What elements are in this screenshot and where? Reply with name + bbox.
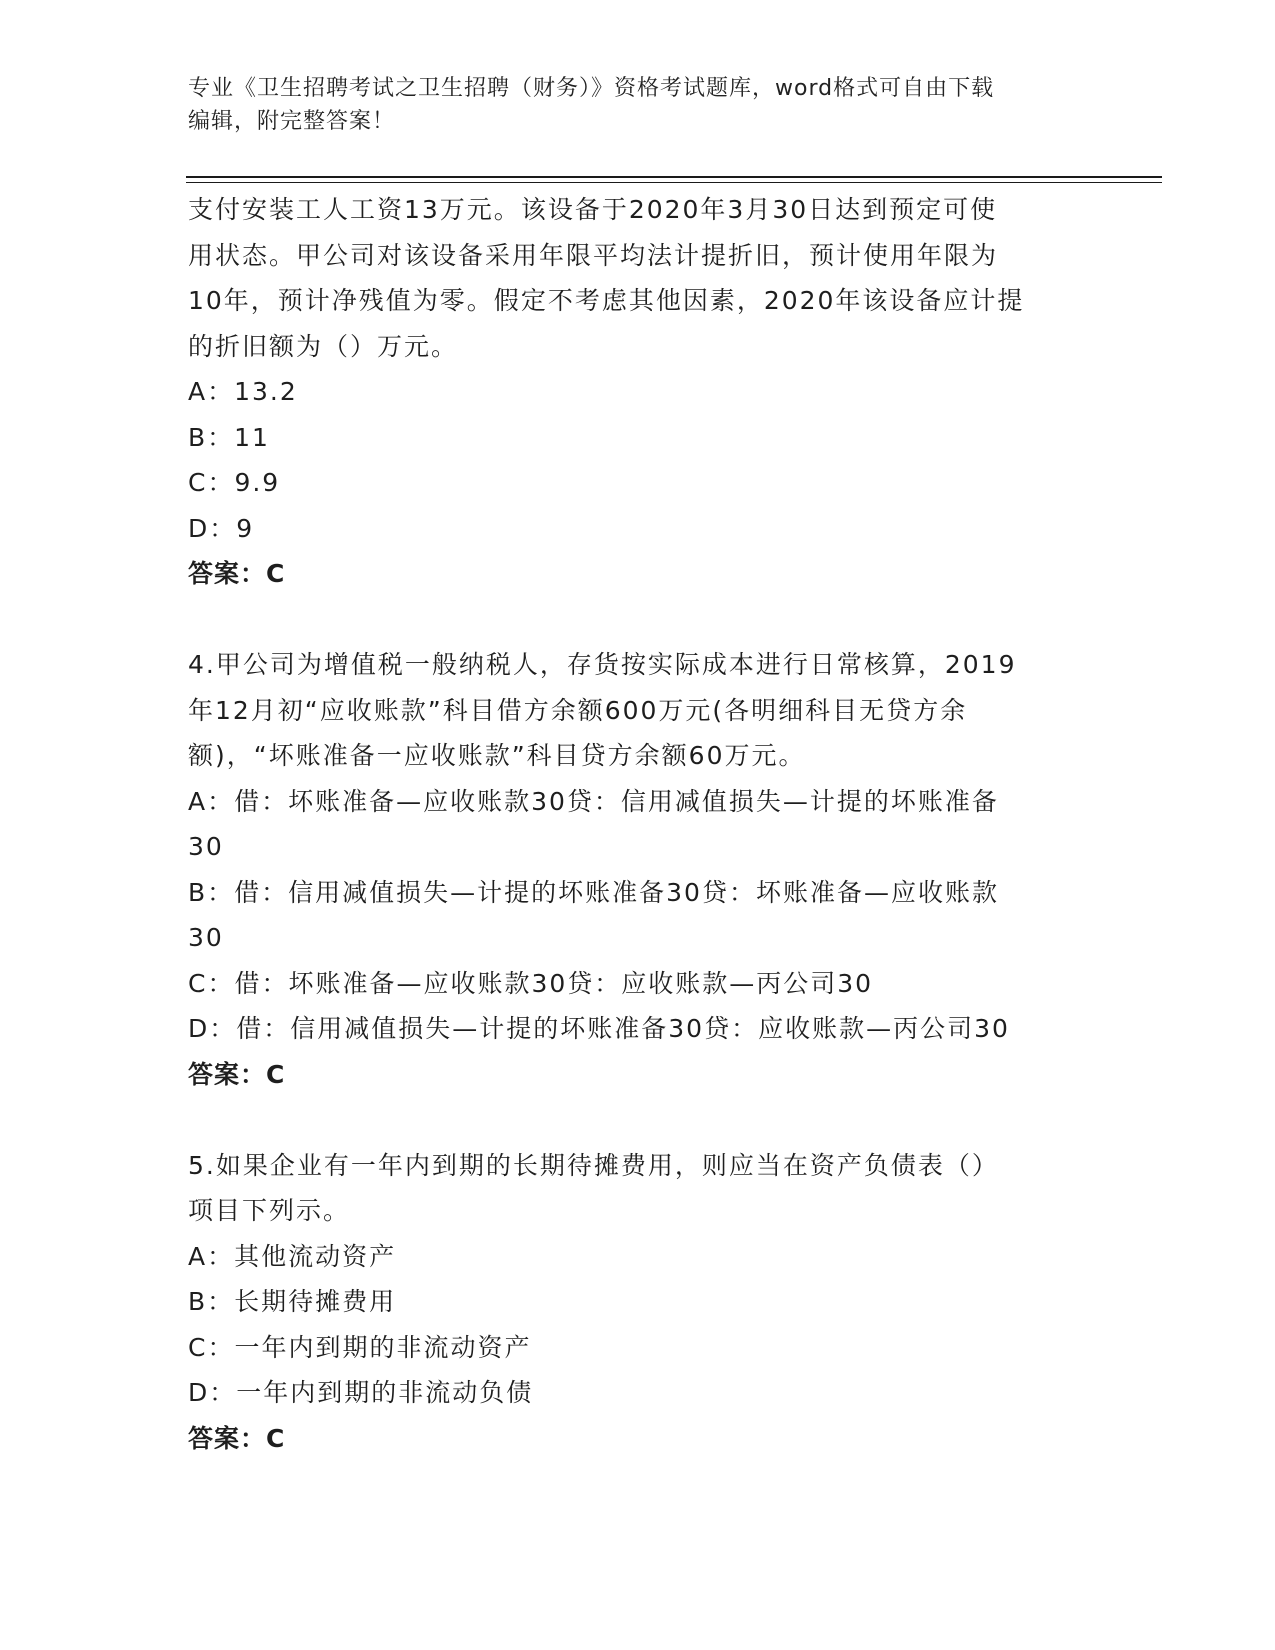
option-a-continued: 30 — [188, 832, 224, 861]
option-b: B：11 — [188, 422, 270, 452]
question-text-line: 支付安装工人工资13万元。该设备于2020年3月30日达到预定可使 — [188, 195, 998, 224]
option-d: D：借：信用减值损失—计提的坏账准备30贷：应收账款—丙公司30 — [188, 1014, 1010, 1043]
question-text-line: 项目下列示。 — [188, 1196, 351, 1225]
option-c: C：一年内到期的非流动资产 — [188, 1332, 532, 1362]
option-a: A：其他流动资产 — [188, 1241, 397, 1271]
option-b: B：借：信用减值损失—计提的坏账准备30贷：坏账准备—应收账款 — [188, 877, 999, 907]
option-a: A：借：坏账准备—应收账款30贷：信用减值损失—计提的坏账准备 — [188, 786, 999, 816]
header-divider-thin — [186, 182, 1162, 183]
header-line-2: 编辑，附完整答案！ — [188, 109, 396, 134]
question-5 — [188, 1143, 1088, 1462]
option-b: B：长期待摊费用 — [188, 1287, 397, 1316]
question-4 — [188, 642, 1088, 1097]
answer-label: 答案：C — [188, 559, 286, 588]
answer-label: 答案：C — [188, 1059, 286, 1089]
question-text-line: 额)，“坏账准备一应收账款”科目贷方余额60万元。 — [188, 741, 806, 770]
question-content — [188, 187, 1088, 1461]
option-d: D：一年内到期的非流动负债 — [188, 1378, 534, 1407]
document-header — [188, 72, 1088, 138]
option-a: A：13.2 — [188, 377, 298, 406]
spacer — [188, 1097, 1088, 1143]
header-line-1: 专业《卫生招聘考试之卫生招聘（财务）》资格考试题库，word格式可自由下载 — [188, 76, 995, 101]
question-text-line: 5.如果企业有一年内到期的长期待摊费用，则应当在资产负债表（） — [188, 1150, 999, 1180]
option-d: D：9 — [188, 513, 255, 543]
spacer — [188, 597, 1088, 643]
question-text-line: 4.甲公司为增值税一般纳税人，存货按实际成本进行日常核算，2019 — [188, 650, 1017, 679]
question-3 — [188, 187, 1088, 597]
option-b-continued: 30 — [188, 923, 224, 952]
answer-label: 答案：C — [188, 1423, 286, 1453]
question-text-line: 年12月初“应收账款”科目借方余额600万元(各明细科目无贷方余 — [188, 695, 968, 725]
question-text-line: 的折旧额为（）万元。 — [188, 331, 459, 361]
option-c: C：借：坏账准备—应收账款30贷：应收账款—丙公司30 — [188, 968, 874, 998]
header-divider-thick — [186, 176, 1162, 178]
option-c: C：9.9 — [188, 468, 281, 497]
question-text-line: 10年，预计净残值为零。假定不考虑其他因素，2020年该设备应计提 — [188, 286, 1025, 315]
question-text-line: 用状态。甲公司对该设备采用年限平均法计提折旧，预计使用年限为 — [188, 240, 999, 270]
